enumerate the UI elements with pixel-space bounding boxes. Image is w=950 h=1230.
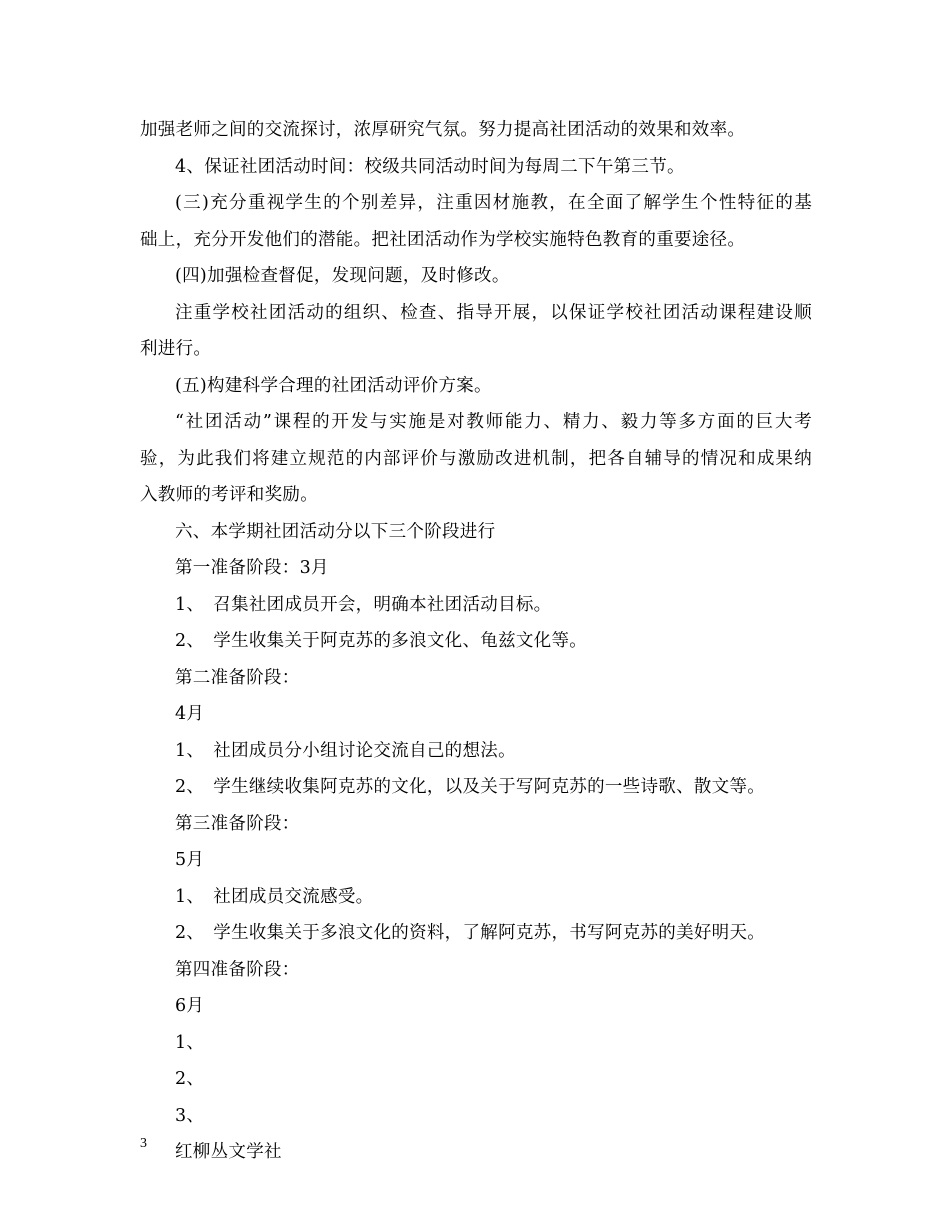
text-line: 4、保证社团活动时间：校级共同活动时间为每周二下午第三节。 — [175, 156, 685, 177]
text-line: 2、 学生收集关于多浪文化的资料，了解阿克苏，书写阿克苏的美好明天。 — [175, 923, 766, 943]
text-line: 第二准备阶段： — [175, 667, 300, 688]
text-line: “社团活动”课程的开发与实施是对教师能力、精力、毅力等多方面的巨大考 — [175, 412, 812, 432]
text-line: 红柳丛文学社 — [175, 1142, 282, 1162]
text-line: (四)加强检查督促，发现问题，及时修改。 — [175, 266, 510, 286]
text-line: 础上，充分开发他们的潜能。把社团活动作为学校实施特色教育的重要途径。 — [140, 229, 746, 250]
text-line: (五)构建科学合理的社团活动评价方案。 — [175, 375, 492, 396]
text-line: 2、 — [175, 1069, 205, 1089]
text-line: 1、 — [175, 1032, 205, 1053]
text-line: 六、本学期社团活动分以下三个阶段进行 — [175, 521, 496, 542]
text-line: 第三准备阶段： — [175, 813, 300, 834]
text-line: 第一准备阶段：3月 — [175, 558, 329, 578]
text-line: 注重学校社团活动的组织、检查、指导开展，以保证学校社团活动课程建设顺 — [175, 302, 812, 323]
text-line: 1、 社团成员交流感受。 — [175, 886, 374, 907]
text-line: 利进行。 — [140, 339, 212, 359]
text-line: 2、 学生收集关于阿克苏的多浪文化、龟兹文化等。 — [175, 631, 588, 651]
text-line: 2、 学生继续收集阿克苏的文化，以及关于写阿克苏的一些诗歌、散文等。 — [175, 777, 766, 797]
text-line: (三)充分重视学生的个别差异，注重因材施教，在全面了解学生个性特征的基 — [175, 193, 812, 213]
text-line: 加强老师之间的交流探讨，浓厚研究气氛。努力提高社团活动的效果和效率。 — [140, 120, 746, 140]
text-line: 1、 召集社团成员开会，明确本社团活动目标。 — [175, 594, 552, 615]
text-line: 5月 — [175, 850, 205, 870]
document-body — [140, 112, 812, 1171]
text-line: 1、 社团成员分小组讨论交流自己的想法。 — [175, 740, 516, 761]
text-line: 第四准备阶段： — [175, 959, 300, 980]
text-line: 4月 — [175, 704, 205, 724]
text-line: 6月 — [175, 996, 205, 1016]
text-line: 入教师的考评和奖励。 — [140, 485, 318, 505]
page-number: 3 — [140, 1136, 147, 1151]
text-line: 验，为此我们将建立规范的内部评价与激励改进机制，把各自辅导的情况和成果纳 — [140, 448, 812, 469]
text-line: 3、 — [175, 1105, 205, 1126]
